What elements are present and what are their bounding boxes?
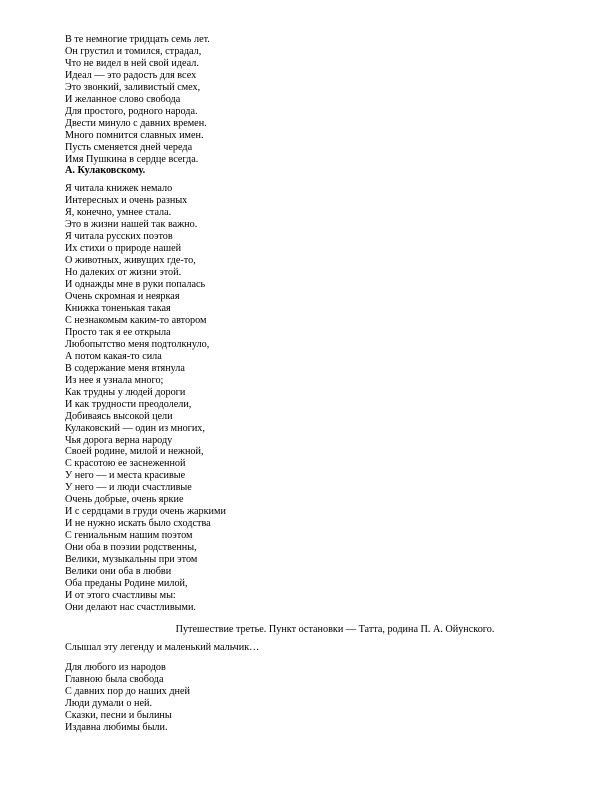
poem-line: У него — и места красивые <box>65 470 186 482</box>
poem-line: Двести минуло с давних времен. <box>65 117 207 129</box>
poem-line: Книжка тоненькая такая <box>65 303 171 315</box>
poem-line: И желанное слово свобода <box>65 93 181 105</box>
poem-line: И от этого счастливы мы: <box>65 589 176 601</box>
poem-line: И как трудности преодолели, <box>65 398 192 410</box>
poem-stanza-2 <box>65 183 565 613</box>
poem-line: Для простого, родного народа. <box>65 105 198 117</box>
poem-line: Добиваясь высокой цели <box>65 410 173 422</box>
poem-stanza-1 <box>65 34 565 165</box>
dedication-heading: А. Кулаковскому. <box>65 165 146 177</box>
section-title: Путешествие третье. Пункт остановки — Татта, родина П. А. Ойунского. <box>175 623 495 635</box>
poem-line: С красотою ее заснеженной <box>65 458 186 470</box>
poem-line: Очень добрые, очень яркие <box>65 494 184 506</box>
poem-line: Главною была свобода <box>65 673 164 685</box>
poem-line: А потом какая-то сила <box>65 350 162 362</box>
poem-line: Для любого из народов <box>65 661 166 673</box>
poem-line: В содержание меня втянула <box>65 362 185 374</box>
poem-line: Велики, музыкальны при этом <box>65 554 198 566</box>
poem-line: И однажды мне в руки попалась <box>65 279 206 291</box>
poem-stanza-3 <box>65 662 565 734</box>
poem-line: И с сердцами в груди очень жаркими <box>65 506 226 518</box>
poem-line: Издавна любимы были. <box>65 721 168 733</box>
poem-line: Много помнится славных имен. <box>65 129 204 141</box>
poem-line: Я читала русских поэтов <box>65 231 173 243</box>
document-page <box>65 34 565 734</box>
poem-line: Люди думали о ней. <box>65 697 153 709</box>
poem-line: И не нужно искать было сходства <box>65 518 211 530</box>
poem-line: О животных, живущих где-то, <box>65 255 196 267</box>
poem-line: В те немногие тридцать семь лет. <box>65 34 210 45</box>
poem-line: Очень скромная и неяркая <box>65 291 180 303</box>
poem-line: У него — и люди счастливые <box>65 482 192 494</box>
poem-line: С давних пор до наших дней <box>65 685 190 697</box>
poem-line: Оба преданы Родине милой, <box>65 577 188 589</box>
poem-line: Но далеких от жизни этой. <box>65 267 182 279</box>
poem-line: Сказки, песни и былины <box>65 709 172 721</box>
poem-line: Они оба в поэзии родственны, <box>65 542 197 554</box>
poem-line: Любопытство меня подтолкнуло, <box>65 338 210 350</box>
poem-line: Это звонкий, заливистый смех, <box>65 81 201 93</box>
poem-line: Велики они оба в любви <box>65 565 172 577</box>
poem-line: Их стихи о природе нашей <box>65 243 182 255</box>
poem-line: Имя Пушкина в сердце всегда. <box>65 153 199 165</box>
poem-line: Чья дорога верна народу <box>65 434 173 446</box>
intro-line: Слышал эту легенду и маленький мальчик… <box>65 641 260 653</box>
poem-line: С незнакомым каким-то автором <box>65 314 207 326</box>
poem-line: Он грустил и томился, страдал, <box>65 45 202 57</box>
poem-line: Пусть сменяется дней череда <box>65 141 193 153</box>
poem-line: Как трудны у людей дороги <box>65 386 186 398</box>
poem-line: Что не видел в ней свой идеал. <box>65 57 199 69</box>
poem-line: Они делают нас счастливыми. <box>65 601 196 613</box>
poem-line: Я, конечно, умнее стала. <box>65 207 172 219</box>
poem-line: С гениальным нашим поэтом <box>65 530 193 542</box>
poem-line: Кулаковский — один из многих, <box>65 422 205 434</box>
poem-line: Своей родине, милой и нежной, <box>65 446 204 458</box>
poem-line: Идеал — это радость для всех <box>65 69 197 81</box>
poem-line: Это в жизни нашей так важно. <box>65 219 198 231</box>
poem-line: Интересных и очень разных <box>65 195 188 207</box>
poem-line: Я читала книжек немало <box>65 183 173 195</box>
poem-line: Из нее я узнала много; <box>65 374 164 386</box>
poem-line: Просто так я ее открыла <box>65 326 171 338</box>
